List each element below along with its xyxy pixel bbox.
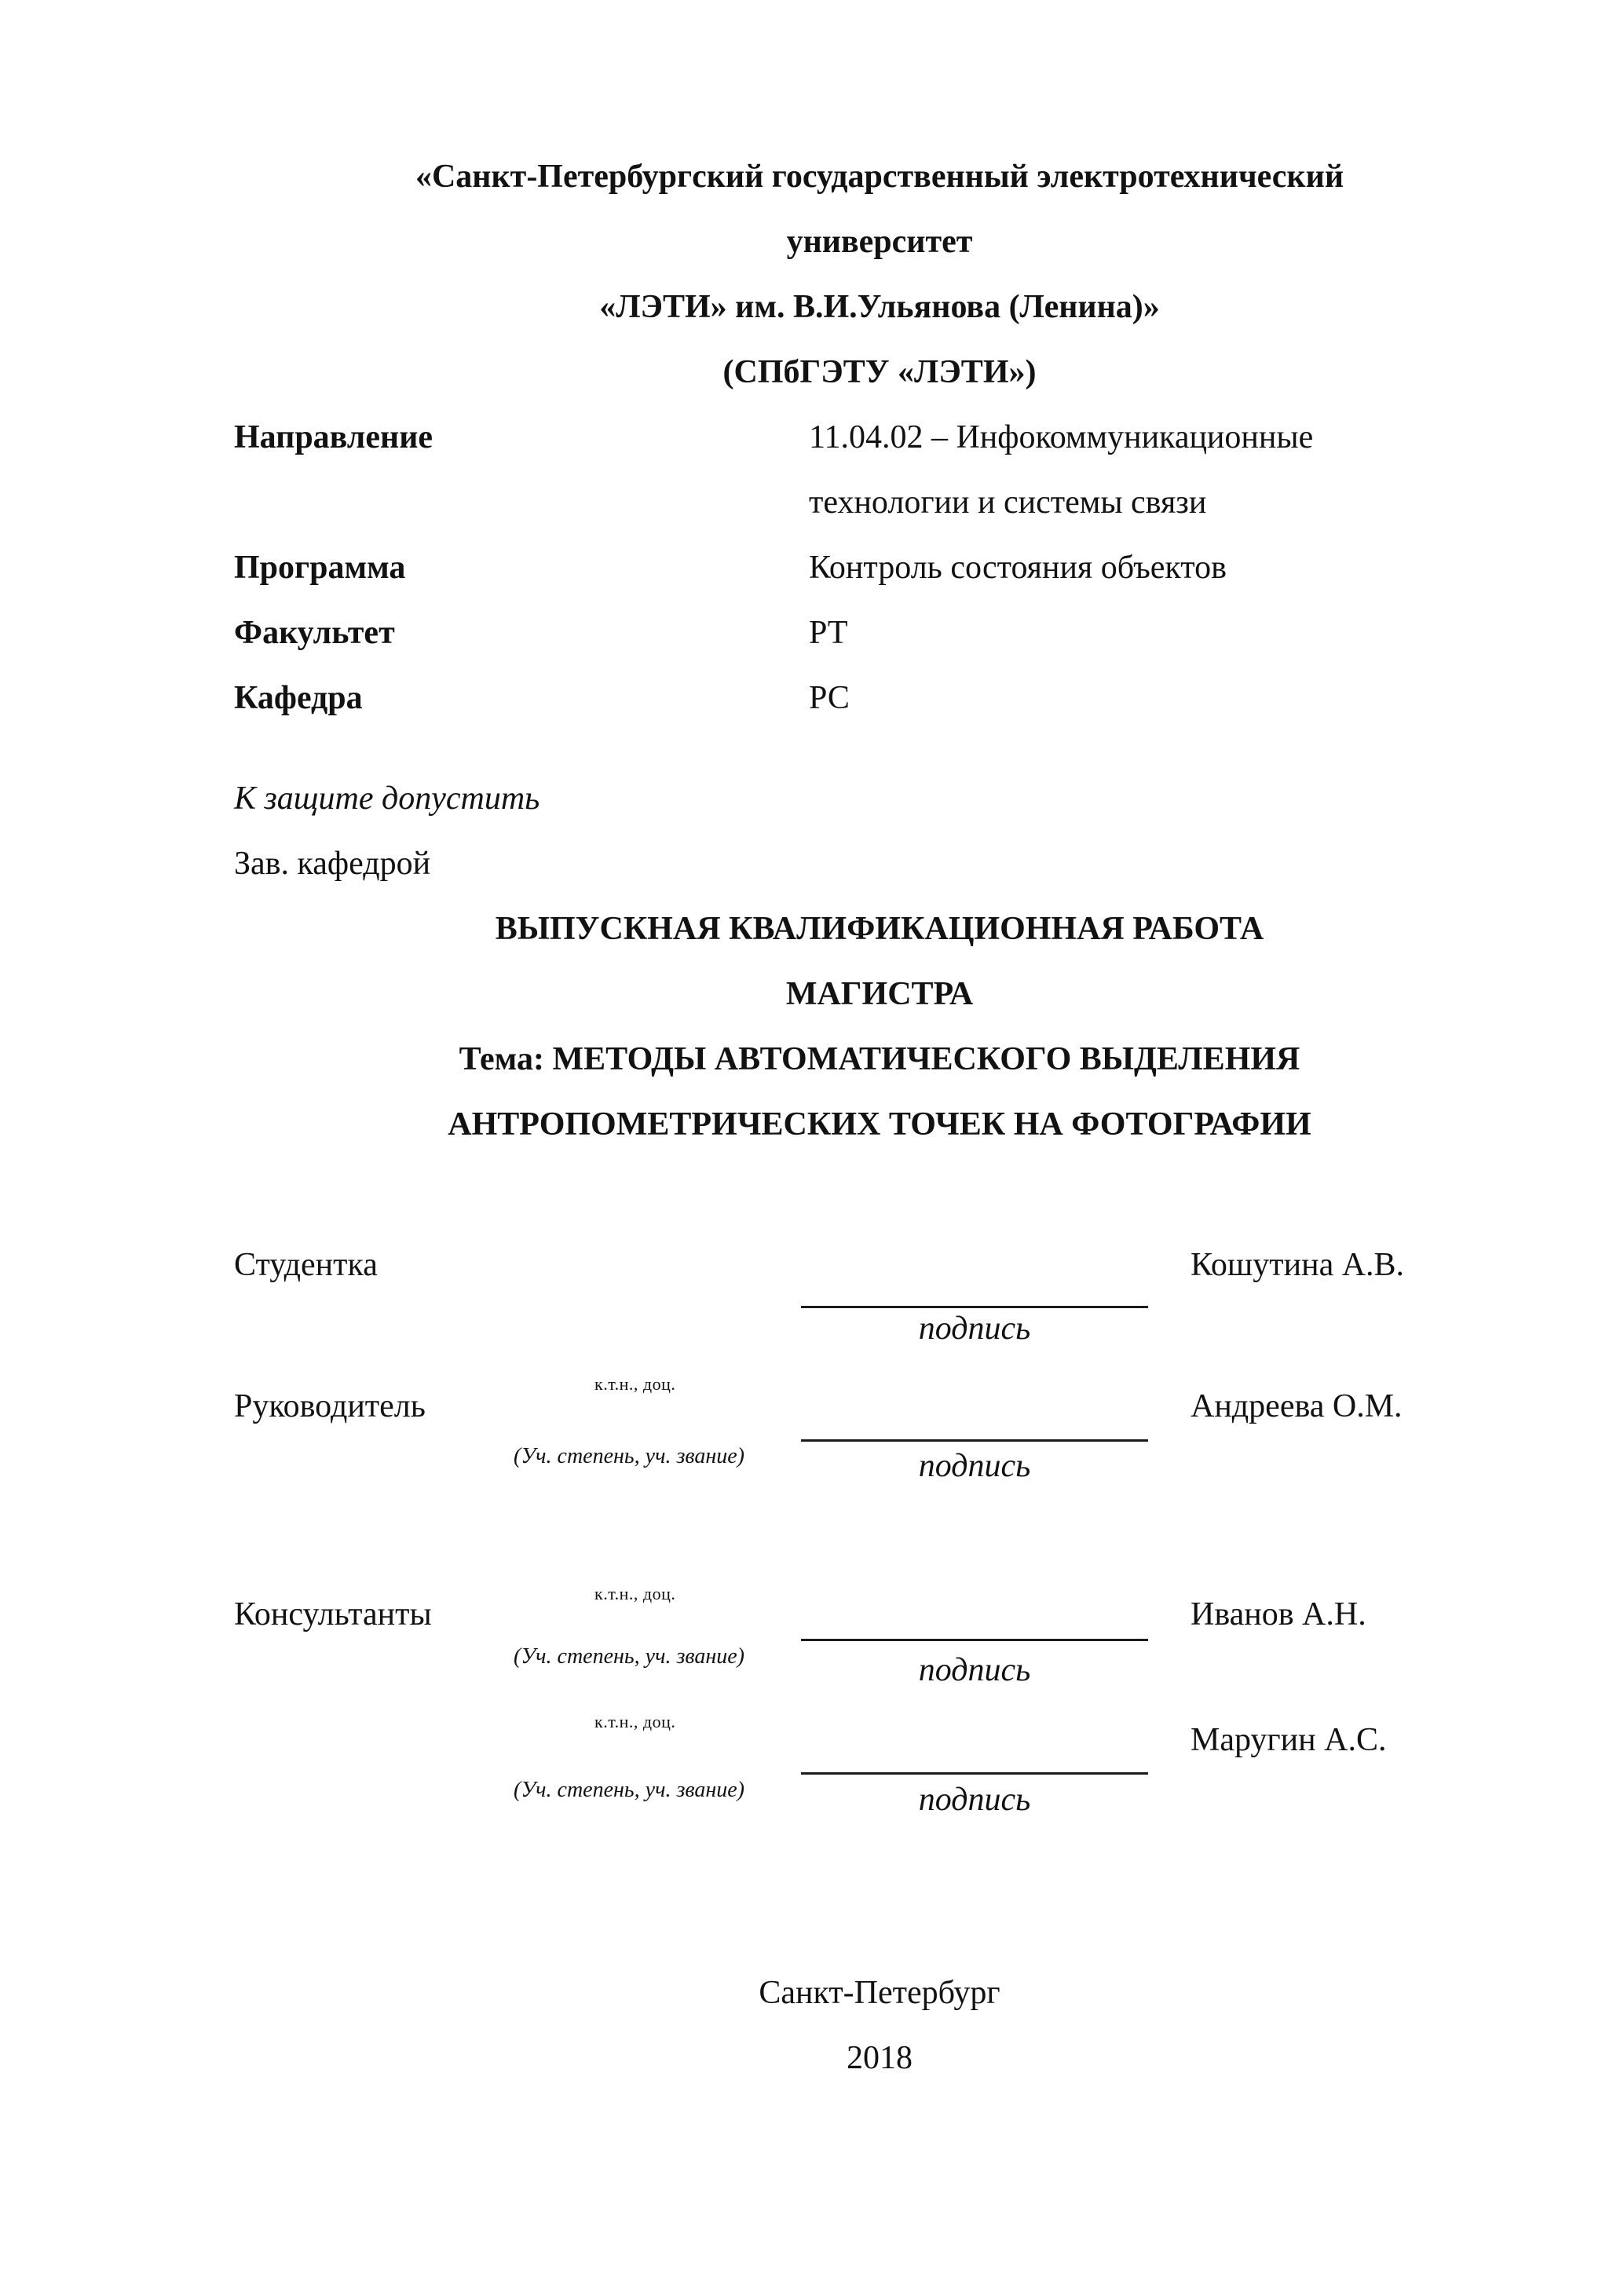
- work-title-line: ВЫПУСКНАЯ КВАЛИФИКАЦИОННАЯ РАБОТА: [495, 911, 1264, 947]
- admission-permission-line: К защите допустить: [234, 781, 540, 817]
- field-value-faculty: РТ: [809, 615, 848, 651]
- field-value-line: технологии и системы связи: [809, 484, 1207, 521]
- field-row-program: [234, 536, 1525, 601]
- signature-name-student: Кошутина А.В.: [1191, 1247, 1405, 1283]
- admission-block: [234, 766, 1525, 897]
- department-head-line: Зав. кафедрой: [234, 846, 431, 882]
- field-value-program: Контроль состояния объектов: [809, 550, 1227, 586]
- signatures-block: [234, 1158, 1525, 1959]
- signature-caption-consultant-1: подпись: [918, 1652, 1031, 1688]
- field-row-direction: [234, 405, 1525, 536]
- university-name-line: «Санкт-Петербургский государственный электротехнический: [415, 159, 1344, 195]
- degree-caption-consultant-2: (Уч. степень, уч. звание): [514, 1778, 744, 1802]
- footer-block: [234, 1961, 1525, 2091]
- signature-caption-student: подпись: [918, 1311, 1031, 1347]
- field-value-direction: [809, 405, 1525, 536]
- signature-line-consultant-2: [801, 1772, 1148, 1775]
- signature-line-student: [801, 1306, 1148, 1308]
- field-value-line: 11.04.02 – Инфокоммуникационные: [809, 419, 1314, 455]
- signature-role-student: Студентка: [234, 1247, 378, 1283]
- degree-caption-consultant-1: (Уч. степень, уч. звание): [514, 1644, 744, 1669]
- work-title-line: МАГИСТРА: [785, 976, 974, 1012]
- field-label-department: Кафедра: [234, 680, 363, 716]
- field-label-faculty: Факультет: [234, 615, 395, 651]
- university-name-line: университет: [786, 224, 973, 260]
- theme-line: АНТРОПОМЕТРИЧЕСКИХ ТОЧЕК НА ФОТОГРАФИИ: [448, 1106, 1311, 1143]
- degree-caption-supervisor: (Уч. степень, уч. звание): [514, 1444, 744, 1468]
- signature-line-supervisor: [801, 1439, 1148, 1442]
- university-abbreviation: (СПбГЭТУ «ЛЭТИ»): [722, 354, 1037, 390]
- signature-caption-supervisor: подпись: [918, 1448, 1031, 1484]
- degree-consultant-1: к.т.н., доц.: [594, 1584, 676, 1603]
- footer-city: Санкт-Петербург: [759, 1975, 1000, 2011]
- signature-line-consultant-1: [801, 1639, 1148, 1641]
- field-row-department: [234, 666, 1525, 731]
- signature-name-supervisor: Андреева О.М.: [1191, 1388, 1403, 1424]
- field-row-faculty: [234, 601, 1525, 666]
- field-label-program: Программа: [234, 550, 406, 586]
- signature-name-consultant-1: Иванов А.Н.: [1191, 1596, 1366, 1632]
- degree-supervisor: к.т.н., доц.: [594, 1374, 676, 1394]
- signature-role-consultants: Консультанты: [234, 1596, 432, 1632]
- signature-caption-consultant-2: подпись: [918, 1782, 1031, 1818]
- field-label-direction: Направление: [234, 419, 433, 455]
- signature-name-consultant-2: Маругин А.С.: [1191, 1722, 1387, 1758]
- signature-role-supervisor: Руководитель: [234, 1388, 426, 1424]
- theme-line: Тема: МЕТОДЫ АВТОМАТИЧЕСКОГО ВЫДЕЛЕНИЯ: [459, 1041, 1300, 1077]
- field-value-department: РС: [809, 680, 850, 716]
- university-name-line: «ЛЭТИ» им. В.И.Ульянова (Ленина)»: [599, 289, 1160, 325]
- degree-consultant-2: к.т.н., доц.: [594, 1712, 676, 1731]
- footer-year: 2018: [847, 2040, 913, 2076]
- top-block: [234, 144, 1525, 1157]
